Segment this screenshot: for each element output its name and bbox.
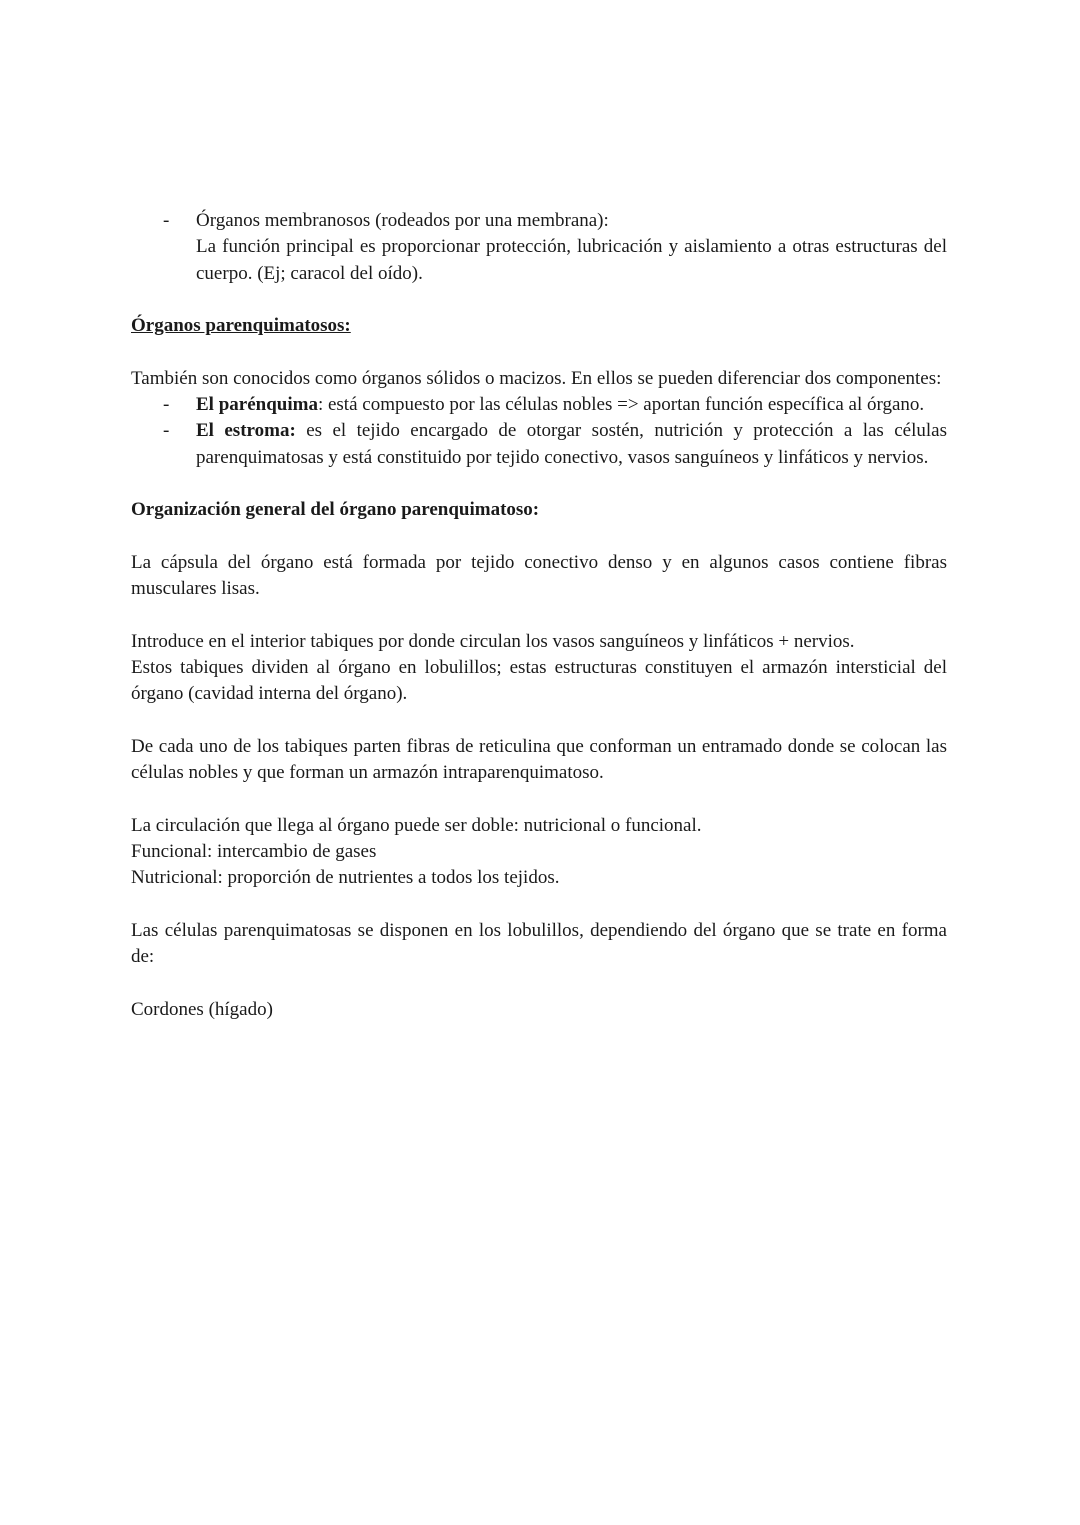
paragraph: La cápsula del órgano está formada por tejido conectivo denso y en algunos casos contiene fibras musculares lisas. [131,551,947,600]
bullet-text: La función principal es proporcionar protección, lubricación y aislamiento a otras estructuras del cuerpo. (Ej; caracol del oído). [196,236,947,284]
definition: : está compuesto por las células nobles => aportan función específica al órgano. [317,394,925,416]
bullet-parenquima [131,392,947,418]
term: El parénquima [196,394,318,416]
paragraph-line: Introduce en el interior tabiques por donde circulan los vasos sanguíneos y linfáticos + nervios. [131,630,855,652]
bullet-dash: - [163,420,170,442]
bullet-dash: - [163,394,170,416]
section-heading-parenquimatosos: Órganos parenquimatosos: [131,315,351,337]
bullet-dash: - [163,210,170,231]
paragraph: Estos tabiques dividen al órgano en lobulillos; estas estructuras constituyen el armazón intersticial del órgano (cavidad interna del órgano). [131,657,947,705]
section-heading-organizacion: Organización general del órgano parenquimatoso: [131,499,540,521]
paragraph-intro: También son conocidos como órganos sólidos o macizos. En ellos se pueden diferenciar dos componentes: [131,367,942,389]
document-page [131,208,947,1023]
paragraph: Las células parenquimatosas se disponen en los lobulillos, dependiendo del órgano que se trate en forma de: [131,920,947,968]
paragraph-line: Funcional: intercambio de gases [131,841,377,863]
term: El estroma: [196,420,296,442]
paragraph: De cada uno de los tabiques parten fibras de reticulina que conforman un entramado donde se colocan las células nobles y que forman un armazón intraparenquimatoso. [131,735,947,784]
paragraph-line: Nutricional: proporción de nutrientes a todos los tejidos. [131,867,560,889]
bullet-estroma [131,418,947,471]
bullet-membranosos [131,208,947,287]
bullet-title: Órganos membranosos (rodeados por una membrana): [196,210,609,231]
definition: es el tejido encargado de otorgar sostén, nutrición y protección a las células parenquimatosas y está constituido por tejido conectivo, vasos sanguíneos y linfáticos y nervios. [196,420,947,468]
paragraph-line: Cordones (hígado) [131,998,273,1020]
paragraph-line: La circulación que llega al órgano puede ser doble: nutricional o funcional. [131,814,702,836]
